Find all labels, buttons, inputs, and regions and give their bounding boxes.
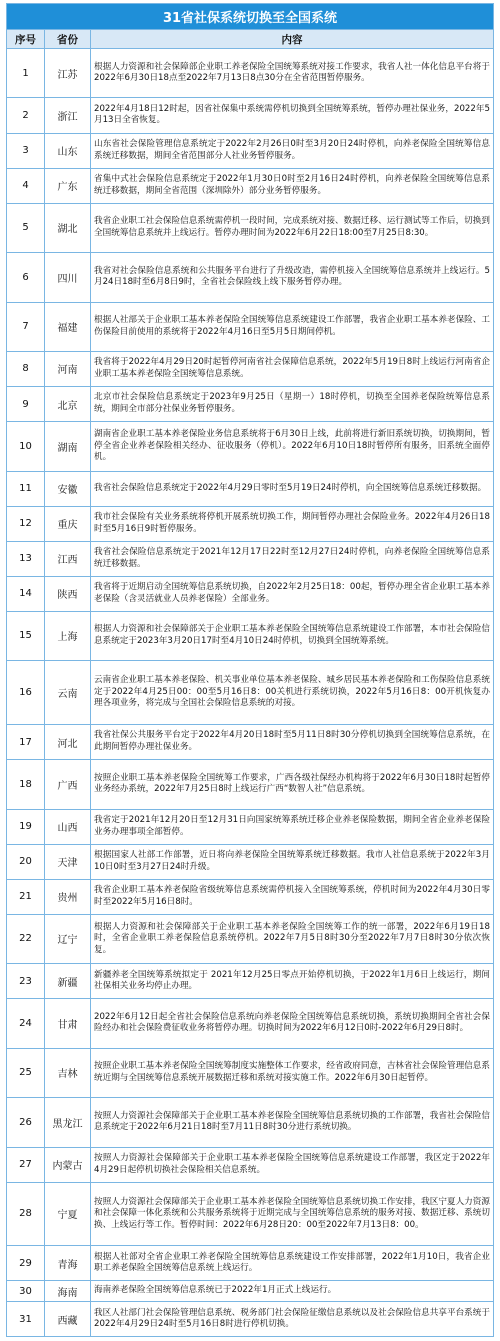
table-row <box>6 1098 494 1147</box>
table-row <box>6 169 494 204</box>
row-province: 辽宁 <box>45 915 91 963</box>
table-row <box>6 1049 494 1098</box>
row-number: 6 <box>7 253 45 301</box>
table-row <box>6 964 494 999</box>
row-number: 30 <box>7 1281 45 1301</box>
row-number: 29 <box>7 1246 45 1280</box>
table-row <box>6 845 494 880</box>
row-content: 根据人力资源和社会保障部企业职工养老保险全国统筹系统对接工作要求，我省人社一体化信息平台将于2022年6月30日18点至2022年7月13日8点30分在全省范围暂停服务。 <box>94 61 490 84</box>
table-row <box>6 303 494 352</box>
row-content: 我省对社会保险信息系统和公共服务平台进行了升级改造，需停机接入全国统筹信息系统并上线运行。5月24日18时至6月8日9时，全省社会保险线上线下服务暂停办理。 <box>94 265 490 288</box>
province-table <box>6 3 494 1337</box>
table-row <box>6 1302 494 1337</box>
row-number: 8 <box>7 352 45 386</box>
table-row <box>6 880 494 915</box>
row-content: 云南省企业职工基本养老保险、机关事业单位基本养老保险、城乡居民基本养老保险和工伤保险信息系统定于2022年4月25日00：00至5月16日8：00关机进行系统切换，2022年5月16日8：00开机恢复办理各项业务，将完成与全国社会保险信息系统的对接。 <box>94 675 490 709</box>
row-number: 12 <box>7 507 45 541</box>
table-row <box>6 999 494 1048</box>
row-province: 广西 <box>45 760 91 808</box>
row-content: 根据国家人社部工作部署，近日将向养老保险全国统筹系统迁移数据。我市人社信息系统于2022年3月10日0时至3月27日24时升级。 <box>94 850 490 872</box>
table-row <box>6 1148 494 1183</box>
table-row <box>6 352 494 387</box>
row-number: 17 <box>7 725 45 759</box>
row-content: 海南养老保险全国统筹信息系统已于2022年1月正式上线运行。 <box>94 1285 337 1296</box>
table-row <box>6 134 494 169</box>
row-content: 山东省社会保险管理信息系统定于2022年2月26日0时至3月20日24时停机，向养老保险全国统筹信息系统迁移数据，期间全省范围部分人社业务暂停服务。 <box>94 138 490 161</box>
row-province: 陕西 <box>45 577 91 611</box>
row-content: 根据人社部对全省企业职工养老保险全国统筹信息系统建设工作安排部署，2022年1月10日，我省企业职工养老保险全国统筹信息系统上线运行。 <box>94 1251 490 1274</box>
row-number: 13 <box>7 542 45 576</box>
row-number: 28 <box>7 1183 45 1246</box>
row-province: 广东 <box>45 169 91 203</box>
row-content: 我省将于2022年4月29日20时起暂停河南省社会保障信息系统，2022年5月19日8时上线运行河南省企业职工基本养老保险全国统筹信息系统。 <box>94 357 490 379</box>
table-row <box>6 661 494 725</box>
row-content: 按照人力资源社会保障部关于企业职工基本养老保险全国统筹信息系统建设工作部署，我区定于2022年4月29日起停机切换社会保险相关信息系统。 <box>94 1152 490 1175</box>
row-number: 21 <box>7 880 45 914</box>
row-number: 20 <box>7 845 45 879</box>
row-number: 22 <box>7 915 45 963</box>
row-number: 4 <box>7 169 45 203</box>
row-content: 我省企业职工基本养老保险省级统筹信息系统需停机接入全国统筹系统，停机时间为2022年4月30日零时至2022年5月16日8时。 <box>94 885 490 907</box>
table-row <box>6 253 494 302</box>
row-content: 2022年6月12日起全省社会保险信息系统向养老保险全国统筹信息系统切换，系统切换期间全省社会保险经办和社会保险费征收业务将暂停办理。切换时间为2022年6月12日0时-2022年6月29日8时。 <box>94 1011 490 1034</box>
row-number: 18 <box>7 760 45 808</box>
table-row <box>6 1183 494 1247</box>
row-province: 北京 <box>45 387 91 421</box>
table-row <box>6 760 494 809</box>
row-province: 云南 <box>45 661 91 724</box>
row-number: 9 <box>7 387 45 421</box>
header-number: 序号 <box>7 30 45 48</box>
table-row <box>6 98 494 133</box>
row-province: 四川 <box>45 253 91 301</box>
row-province: 江西 <box>45 542 91 576</box>
row-content: 2022年4月18日12时起，因省社保集中系统需停机切换到全国统筹系统，暂停办理社保业务，2022年5月13日全省恢复。 <box>94 103 490 126</box>
row-number: 10 <box>7 422 45 470</box>
row-number: 3 <box>7 134 45 168</box>
row-content: 我省社保公共服务平台定于2022年4月20日18时至5月11日8时30分停机切换到全国统筹信息系统，在此期间暂停办理社保业务。 <box>94 730 490 752</box>
row-content: 根据人力资源和社会保障部关于企业职工基本养老保险全国统筹信息系统建设工作部署，本市社会保险信息系统定于2023年3月20日17时至4月10日24时停机，切换到全国统筹系统。 <box>94 624 490 646</box>
row-content: 根据人力资源和社会保障部关于企业职工基本养老保险全国统筹工作的统一部署，2022年6月19日18时，全省企业职工养老保险信息系统停机。2022年7月5日8时30分至2022年7月7日8时30分依次恢复。 <box>94 921 490 955</box>
table-row <box>6 577 494 612</box>
row-content: 我区人社部门社会保险管理信息系统、税务部门社会保险征缴信息系统以及社会保险信息共享平台系统于2022年4月29日24时至5月16日8时进行停机切换。 <box>94 1307 490 1330</box>
table-title: 31省社保系统切换至全国系统 <box>6 3 494 30</box>
row-province: 湖南 <box>45 422 91 470</box>
row-province: 浙江 <box>45 98 91 132</box>
row-content: 我省将于近期启动全国统筹信息系统切换，自2022年2月25日18：00起，暂停办理全省企业职工基本养老保险（含灵活就业人员养老保险）全部业务。 <box>94 582 490 604</box>
row-province: 吉林 <box>45 1049 91 1097</box>
row-number: 1 <box>7 49 45 97</box>
header-province: 省份 <box>45 30 91 48</box>
row-number: 5 <box>7 204 45 252</box>
table-row <box>6 472 494 507</box>
row-number: 19 <box>7 810 45 844</box>
row-content: 北京市社会保险信息系统定于2023年9月25日（星期一）18时停机，切换至全国养老保险统筹信息系统，期间全市部分社保业务暂停服务。 <box>94 392 490 414</box>
table-body <box>6 49 494 1337</box>
row-province: 山西 <box>45 810 91 844</box>
table-row <box>6 204 494 253</box>
row-province: 内蒙古 <box>45 1148 91 1182</box>
row-content: 按照企业职工基本养老保险全国统筹工作要求，广西各级社保经办机构将于2022年6月30日18时起暂停业务经办系统，2022年7月25日8时上线运行广西“数智人社”信息系统。 <box>94 772 490 795</box>
row-number: 7 <box>7 303 45 351</box>
table-row <box>6 542 494 577</box>
row-province: 湖北 <box>45 204 91 252</box>
row-province: 江苏 <box>45 49 91 97</box>
row-content: 根据人社部关于企业职工基本养老保险全国统筹信息系统建设工作部署，我省企业职工基本养老保险、工伤保险目前使用的系统将于2022年4月16日至5月5日期间停机。 <box>94 315 490 337</box>
row-content: 我省企业职工社会保险信息系统需停机一段时间，完成系统对接、数据迁移、运行测试等工作后，切换到全国统筹信息系统并上线运行。暂停办理时间为2022年6月22日18:00至7月25日8:30。 <box>94 216 490 238</box>
row-number: 31 <box>7 1302 45 1336</box>
row-number: 14 <box>7 577 45 611</box>
table-row <box>6 612 494 661</box>
row-province: 海南 <box>45 1281 91 1301</box>
table-row <box>6 422 494 471</box>
row-number: 2 <box>7 98 45 132</box>
row-province: 安徽 <box>45 472 91 506</box>
row-number: 15 <box>7 612 45 660</box>
table-row <box>6 507 494 542</box>
row-content: 按照人力资源社会保障部关于企业职工基本养老保险全国统筹信息系统切换的工作部署，我省社会保险信息系统定于2022年6月21日18时至7月11日8时30分进行系统切换。 <box>94 1110 490 1133</box>
row-province: 青海 <box>45 1246 91 1280</box>
table-row <box>6 1246 494 1281</box>
row-province: 福建 <box>45 303 91 351</box>
row-province: 河北 <box>45 725 91 759</box>
row-content: 按照企业职工基本养老保险全国统筹制度实施整体工作要求，经省政府同意，吉林省社会保险管理信息系统近期与全国统筹信息系统开展数据迁移和系统对接实施工作。2022年6月30日起暂停。 <box>94 1061 490 1083</box>
row-content: 我省定于2021年12月20日至12月31日向国家统筹系统迁移企业养老保险数据，期间全省企业养老保险业务办理事项全部暂停。 <box>94 814 490 837</box>
row-number: 23 <box>7 964 45 998</box>
row-province: 重庆 <box>45 507 91 541</box>
row-number: 24 <box>7 999 45 1047</box>
table-row <box>6 1281 494 1302</box>
table-row <box>6 49 494 98</box>
row-province: 新疆 <box>45 964 91 998</box>
row-content: 我市社会保险有关业务系统将停机开展系统切换工作，期间暂停办理社会保险业务。2022年4月26日18时至5月16日9时暂停服务。 <box>94 512 490 534</box>
row-province: 天津 <box>45 845 91 879</box>
header-content: 内容 <box>281 33 303 46</box>
table-row <box>6 915 494 964</box>
row-province: 甘肃 <box>45 999 91 1047</box>
row-province: 河南 <box>45 352 91 386</box>
row-content: 按照人力资源社会保障部关于企业职工基本养老保险全国统筹信息系统切换工作安排，我区宁夏人力资源和社会保障一体化系统和公共服务系统将于近期完成与全国统筹信息系统的服务对接、数据迁移、系统切换、上线运行等工作。暂停时间：2022年6月28日20：00至2022年7月13日8：00。 <box>94 1196 490 1230</box>
row-number: 16 <box>7 661 45 724</box>
table-row <box>6 387 494 422</box>
row-content: 湖南省企业职工基本养老保险业务信息系统将于6月30日上线，此前将进行新旧系统切换，切换期间，暂停全省企业养老保险相关经办、征收服务（停机）。2022年6月10日18时暂停所有服务，旧系统全面停机。 <box>94 428 490 463</box>
row-province: 宁夏 <box>45 1183 91 1246</box>
row-province: 贵州 <box>45 880 91 914</box>
row-content: 我省社会保险信息系统定于2021年12月17日22时至12月27日24时停机，向养老保险全国统筹信息系统迁移数据。 <box>94 547 490 569</box>
row-content: 新疆养老全国统筹系统拟定于 2021年12月25日零点开始停机切换，于2022年1月6日上线运行，期间社保相关业务均停止办理。 <box>94 969 490 992</box>
row-content: 省集中式社会保险信息系统定于2022年1月30日0时至2月16日24时停机，向养老保险全国统筹信息系统迁移数据，期间全省范围（深圳除外）部分业务暂停服务。 <box>94 174 490 196</box>
row-province: 黑龙江 <box>45 1098 91 1146</box>
table-header <box>6 30 494 49</box>
table-row <box>6 725 494 760</box>
row-number: 27 <box>7 1148 45 1182</box>
row-province: 上海 <box>45 612 91 660</box>
table-row <box>6 810 494 845</box>
row-province: 山东 <box>45 134 91 168</box>
row-content: 我省社会保险信息系统定于2022年4月29日零时至5月19日24时停机，向全国统筹信息系统迁移数据。 <box>94 482 487 493</box>
row-number: 26 <box>7 1098 45 1146</box>
row-number: 11 <box>7 472 45 506</box>
row-province: 西藏 <box>45 1302 91 1336</box>
row-number: 25 <box>7 1049 45 1097</box>
